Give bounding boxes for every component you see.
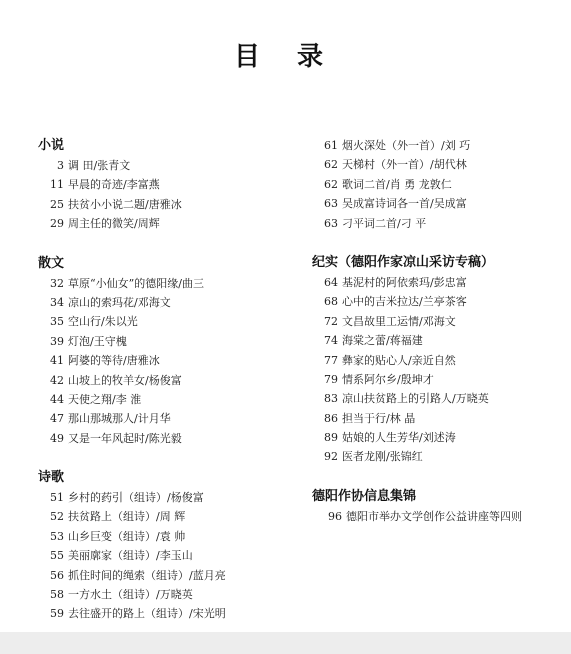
section-heading-prose: 散文 — [38, 255, 65, 271]
entry-title: 德阳市举办文学创作公益讲座等四则 — [346, 509, 522, 523]
toc-entry[interactable] — [38, 312, 298, 331]
page-number: 63 — [324, 197, 338, 211]
toc-entry[interactable] — [38, 390, 298, 409]
entry-title: 那山那城那人/计月华 — [68, 412, 171, 426]
toc-entry[interactable] — [38, 507, 298, 526]
toc-entry[interactable] — [312, 273, 562, 292]
toc-entry[interactable] — [312, 175, 562, 194]
page-number: 61 — [324, 139, 338, 152]
entry-title: 歌词二首/肖 勇 龙敦仁 — [342, 177, 452, 191]
page-number: 35 — [50, 315, 64, 329]
entry-title: 又是一年风起时/陈光毅 — [68, 431, 182, 445]
toc-left-column — [38, 136, 298, 624]
page-number: 55 — [50, 549, 64, 563]
toc-entry[interactable] — [38, 527, 298, 546]
entry-title: 海棠之蕾/蒋福建 — [342, 334, 423, 348]
entry-title: 美丽廓家（组诗）/李玉山 — [68, 549, 193, 563]
toc-entry[interactable] — [312, 292, 562, 311]
entry-title: 早晨的奇迹/李富燕 — [68, 178, 160, 192]
footer-band — [0, 632, 571, 654]
section-heading-poetry: 诗歌 — [38, 470, 65, 486]
toc-entry[interactable] — [312, 136, 562, 155]
page-number: 64 — [324, 275, 338, 289]
page-number: 47 — [50, 412, 64, 426]
toc-entry[interactable] — [38, 566, 298, 585]
spacer — [38, 234, 298, 254]
page-number: 41 — [50, 354, 64, 368]
toc-entry[interactable] — [38, 156, 298, 175]
toc-entry[interactable] — [38, 214, 298, 233]
page-number: 72 — [324, 314, 338, 328]
entry-title: 一方水土（组诗）/万晓英 — [68, 588, 193, 602]
toc-entry[interactable] — [312, 447, 562, 466]
entry-title: 草原“小仙女”的德阳缘/曲三 — [68, 276, 204, 290]
toc-entry[interactable] — [312, 370, 562, 389]
section-heading-fiction: 小说 — [38, 138, 65, 153]
entry-title: 扶贫路上（组诗）/周 辉 — [68, 510, 186, 524]
entry-title: 扶贫小小说二题/唐雅冰 — [68, 197, 182, 211]
toc-entry[interactable] — [312, 194, 562, 213]
page-number: 62 — [324, 177, 338, 191]
page-number: 68 — [324, 295, 338, 309]
page-title: 目 录 — [233, 42, 338, 72]
toc-entry[interactable] — [312, 507, 562, 526]
entry-title: 文昌故里工运情/邓海文 — [342, 314, 456, 328]
toc-entry[interactable] — [312, 214, 562, 233]
page-number: 11 — [50, 178, 64, 192]
page-number: 74 — [324, 334, 338, 348]
page-number: 63 — [324, 216, 338, 230]
page-number: 39 — [50, 334, 64, 348]
toc-entry[interactable] — [312, 428, 562, 447]
toc-entry[interactable] — [312, 389, 562, 408]
toc-entry[interactable] — [312, 155, 562, 174]
page-number: 62 — [324, 158, 338, 172]
page-number: 59 — [50, 607, 64, 621]
page-number: 29 — [50, 217, 64, 231]
entry-title: 心中的吉米拉达/兰亭茶客 — [342, 295, 467, 309]
entry-title: 天使之翔/李 淮 — [68, 392, 142, 406]
page-number: 96 — [328, 509, 342, 523]
page-number: 42 — [50, 373, 64, 387]
page-number: 3 — [57, 159, 64, 172]
entry-title: 乡村的药引（组诗）/杨俊富 — [68, 491, 204, 505]
entry-title: 山乡巨变（组诗）/袁 帅 — [68, 529, 186, 543]
toc-entry[interactable] — [38, 332, 298, 351]
page-number: 34 — [50, 295, 64, 309]
entry-title: 刁平词二首/刁 平 — [342, 216, 427, 230]
entry-title: 烟火深处（外一首）/刘 巧 — [342, 139, 471, 152]
spacer — [312, 467, 562, 487]
page-number: 83 — [324, 392, 338, 406]
entry-title: 姑娘的人生芳华/刘述涛 — [342, 431, 456, 445]
page-number: 58 — [50, 588, 64, 602]
toc-right-column — [312, 136, 562, 526]
toc-entry[interactable] — [38, 604, 298, 623]
page-number: 79 — [324, 372, 338, 386]
page-number: 92 — [324, 450, 338, 464]
page-number: 89 — [324, 431, 338, 445]
toc-entry[interactable] — [38, 371, 298, 390]
section-heading-association-news: 德阳作协信息集锦 — [312, 488, 417, 504]
page-number: 49 — [50, 431, 64, 445]
toc-entry[interactable] — [38, 293, 298, 312]
spacer — [38, 448, 298, 468]
toc-entry[interactable] — [38, 429, 298, 448]
section-heading-documentary: 纪实（德阳作家凉山采访专稿） — [312, 254, 495, 270]
page-number: 86 — [324, 411, 338, 425]
toc-entry[interactable] — [38, 351, 298, 370]
entry-title: 阿婆的等待/唐雅冰 — [68, 354, 160, 368]
entry-title: 情系阿尔乡/殷坤才 — [342, 372, 434, 386]
page-number: 51 — [50, 491, 64, 505]
toc-entry[interactable] — [38, 546, 298, 565]
entry-title: 担当于行/林 晶 — [342, 411, 416, 425]
entry-title: 吴成富诗词各一首/吴成富 — [342, 197, 467, 211]
entry-title: 凉山扶贫路上的引路人/万晓英 — [342, 392, 489, 406]
page-number: 52 — [50, 510, 64, 524]
entry-title: 山坡上的牧羊女/杨俊富 — [68, 373, 182, 387]
entry-title: 凉山的索玛花/邓海文 — [68, 295, 171, 309]
entry-title: 彝家的贴心人/亲近自然 — [342, 353, 456, 367]
toc-entry[interactable] — [312, 351, 562, 370]
page-number: 44 — [50, 392, 64, 406]
entry-title: 医者龙刚/张锦红 — [342, 450, 423, 464]
toc-entry[interactable] — [38, 274, 298, 293]
entry-title: 去往盛开的路上（组诗）/宋光明 — [68, 607, 226, 621]
entry-title: 天梯村（外一首）/胡代林 — [342, 158, 467, 172]
entry-title: 抓住时间的绳索（组诗）/蓝月亮 — [68, 568, 226, 582]
toc-entry[interactable] — [38, 409, 298, 428]
toc-entry[interactable] — [38, 175, 298, 194]
toc-entry[interactable] — [312, 312, 562, 331]
page-number: 77 — [324, 353, 338, 367]
toc-entry[interactable] — [312, 331, 562, 350]
toc-entry[interactable] — [38, 488, 298, 507]
entry-title: 空山行/朱以光 — [68, 315, 138, 329]
toc-entry[interactable] — [312, 409, 562, 428]
page-number: 56 — [50, 568, 64, 582]
entry-title: 周主任的微笑/周辉 — [68, 217, 160, 231]
toc-entry[interactable] — [38, 195, 298, 214]
entry-title: 灯泡/王守槐 — [68, 334, 127, 348]
page-number: 53 — [50, 529, 64, 543]
page-number: 25 — [50, 197, 64, 211]
toc-entry[interactable] — [38, 585, 298, 604]
spacer — [312, 233, 562, 253]
entry-title: 调 田/张青文 — [68, 159, 131, 172]
entry-title: 基泥村的阿依索玛/彭忠富 — [342, 275, 467, 289]
page-number: 32 — [50, 276, 64, 290]
